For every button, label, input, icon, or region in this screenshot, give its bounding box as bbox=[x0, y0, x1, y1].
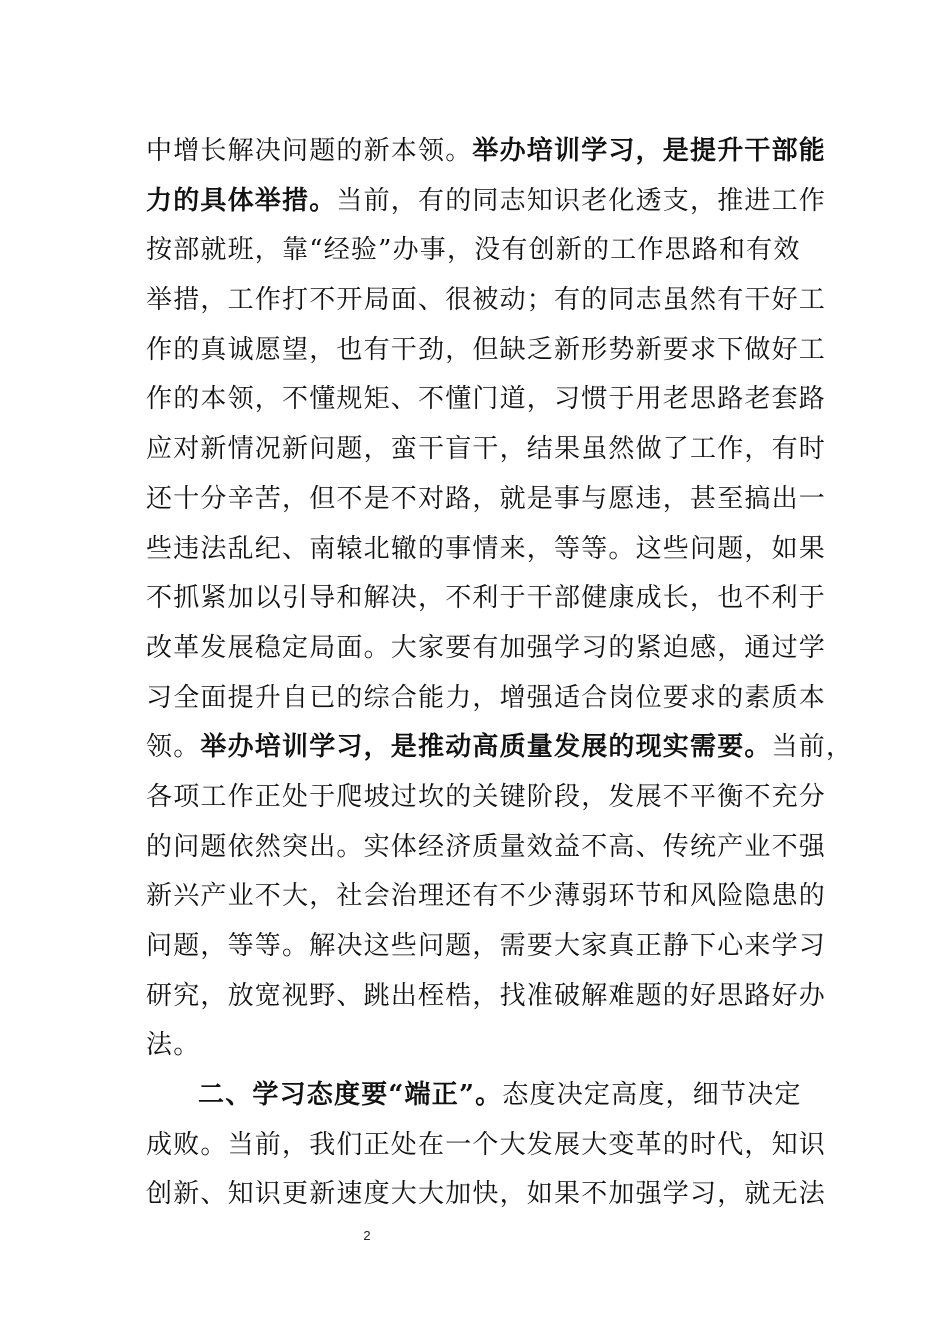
body-text bbox=[146, 127, 854, 1220]
text-run: 领。 bbox=[146, 732, 201, 763]
text-line bbox=[146, 1021, 826, 1071]
text-run: 作的本领，不懂规矩、不懂门道，习惯于用老思路老套路 bbox=[146, 384, 827, 415]
text-run: 中增长解决问题的新本领。 bbox=[146, 136, 473, 166]
text-run: 作的真诚愿望，也有干劲，但缺乏新形势新要求下做好工 bbox=[146, 334, 827, 365]
text-run: 还十分辛苦，但不是不对路，就是事与愿违，甚至搞出一 bbox=[146, 483, 827, 514]
text-run: 创新、知识更新速度大大加快，如果不加强学习，就无法 bbox=[146, 1179, 827, 1210]
text-line bbox=[146, 1170, 826, 1220]
text-run: 按部就班，靠“经验”办事，没有创新的工作思路和有效 bbox=[146, 235, 801, 266]
text-run: 改革发展稳定局面。大家要有加强学习的紧迫感，通过学 bbox=[146, 632, 827, 663]
text-run: 不抓紧加以引导和解决，不利于干部健康成长，也不利于 bbox=[146, 583, 827, 614]
text-line bbox=[146, 773, 826, 823]
text-line bbox=[146, 525, 826, 575]
text-line bbox=[146, 326, 826, 376]
text-line bbox=[146, 127, 826, 177]
section-heading: 二、学习态度要“端正”。 bbox=[198, 1080, 503, 1111]
text-line bbox=[146, 823, 826, 873]
text-line bbox=[146, 574, 826, 624]
page-number: 2 bbox=[363, 1228, 371, 1243]
text-run: 研究，放宽视野、跳出桎梏，找准破解难题的好思路好办 bbox=[146, 980, 827, 1011]
text-run: 成败。当前，我们正处在一个大发展大变革的时代，知识 bbox=[146, 1129, 827, 1160]
text-run: 的问题依然突出。实体经济质量效益不高、传统产业不强 bbox=[146, 831, 827, 862]
text-line bbox=[146, 375, 826, 425]
text-run: 当前，有的同志知识老化透支，推进工作 bbox=[336, 185, 827, 216]
text-run: 应对新情况新问题，蛮干盲干，结果虽然做了工作，有时 bbox=[146, 434, 827, 465]
text-line bbox=[146, 475, 826, 525]
text-run: 习全面提升自已的综合能力，增强适合岗位要求的素质本 bbox=[146, 682, 827, 713]
text-run: 些违法乱纪、南辕北辙的事情来，等等。这些问题，如果 bbox=[146, 533, 827, 564]
text-line bbox=[146, 624, 826, 674]
text-line bbox=[146, 922, 826, 972]
text-line bbox=[146, 425, 826, 475]
text-run: 法。 bbox=[146, 1030, 201, 1061]
bold-heading-run: 力的具体举措。 bbox=[146, 185, 337, 216]
text-line bbox=[146, 872, 826, 922]
text-run: 新兴产业不大，社会治理还有不少薄弱环节和风险隐患的 bbox=[146, 881, 827, 912]
text-line bbox=[146, 674, 826, 724]
text-line bbox=[146, 1121, 826, 1171]
bold-heading-run: 举办培训学习，是提升干部能 bbox=[472, 136, 827, 166]
text-line bbox=[146, 723, 854, 773]
text-line bbox=[146, 226, 826, 276]
text-line bbox=[146, 276, 826, 326]
text-run: 当前， bbox=[771, 732, 854, 763]
text-line bbox=[146, 177, 826, 227]
bold-heading-run: 举办培训学习，是推动高质量发展的现实需要。 bbox=[200, 732, 772, 763]
text-run: 各项工作正处于爬坡过坎的关键阶段，发展不平衡不充分 bbox=[146, 781, 827, 812]
text-run: 举措，工作打不开局面、很被动；有的同志虽然有干好工 bbox=[146, 285, 827, 316]
text-run: 态度决定高度，细节决定 bbox=[502, 1080, 802, 1111]
section-heading-line bbox=[146, 1071, 826, 1121]
text-line bbox=[146, 972, 826, 1022]
text-run: 问题，等等。解决这些问题，需要大家真正静下心来学习 bbox=[146, 931, 827, 961]
